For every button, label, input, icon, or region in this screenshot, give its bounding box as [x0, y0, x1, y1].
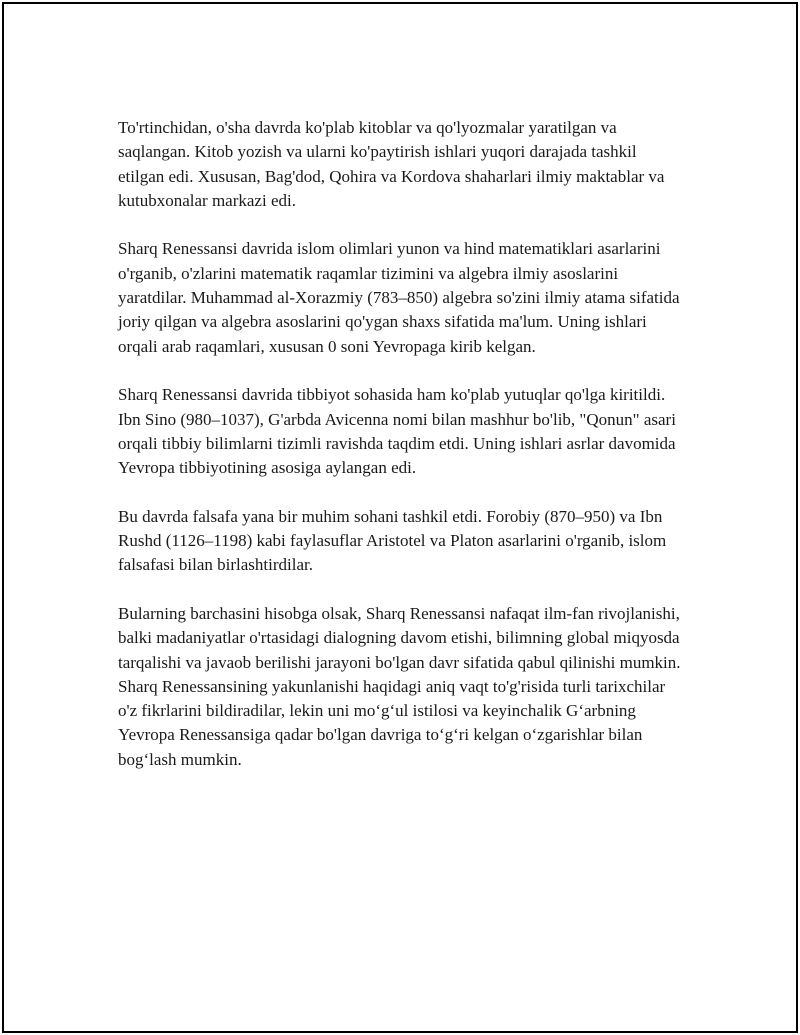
paragraph-2: Sharq Renessansi davrida islom olimlari yunon va hind matematiklari asarlarini o'rganib, o'zlarini matematik raqamlar tizimini va algebra ilmiy asoslarini yaratdilar. Muhammad al-Xorazmiy (783–850) algebra so'zini ilmiy atama sifatida joriy qilgan va algebra asoslarini qo'ygan shaxs sifatida ma'lum. Uning ishlari orqali arab raqamlari, xususan 0 soni Yevropaga kirib kelgan. [118, 239, 680, 356]
paragraph-3: Sharq Renessansi davrida tibbiyot sohasida ham ko'plab yutuqlar qo'lga kiritildi. Ibn Sino (980–1037), G'arbda Avicenna nomi bilan mashhur bo'lib, "Qonun" asari orqali tibbiy bilimlarni tizimli ravishda taqdim etdi. Uning ishlari asrlar davomida Yevropa tibbiyotining asosiga aylangan edi. [118, 385, 676, 478]
paragraph-4: Bu davrda falsafa yana bir muhim sohani tashkil etdi. Forobiy (870–950) va Ibn Rushd (1126–1198) kabi faylasuflar Aristotel va Platon asarlarini o'rganib, islom falsafasi bilan birlashtirdilar. [118, 506, 667, 575]
document-body [118, 116, 684, 796]
paragraph-1: To'rtinchidan, o'sha davrda ko'plab kitoblar va qo'lyozmalar yaratilgan va saqlangan. Kitob yozish va ularni ko'paytirish ishlari yuqori darajada tashkil etilgan edi. Xususan, Bag'dod, Qohira va Kordova shaharlari ilmiy maktablar va kutubxonalar markazi edi. [118, 118, 665, 210]
paragraph-5: Bularning barchasini hisobga olsak, Sharq Renessansi nafaqat ilm-fan rivojlanishi, balki madaniyatlar o'rtasidagi dialogning davom etishi, bilimning global miqyosda tarqalishi va javaob berilishi jarayoni bo'lgan davr sifatida qabul qilinishi mumkin. Sharq Renessansining yakunlanishi haqidagi aniq vaqt to'g'risida turli tarixchilar o'z fikrlarini bildiradilar, lekin uni mo‘g‘ul istilosi va keyinchalik G‘arbning Yevropa Renessansiga qadar bo'lgan davriga to‘g‘ri kelgan o‘zgarishlar bilan bog‘lash mumkin. [118, 603, 681, 769]
